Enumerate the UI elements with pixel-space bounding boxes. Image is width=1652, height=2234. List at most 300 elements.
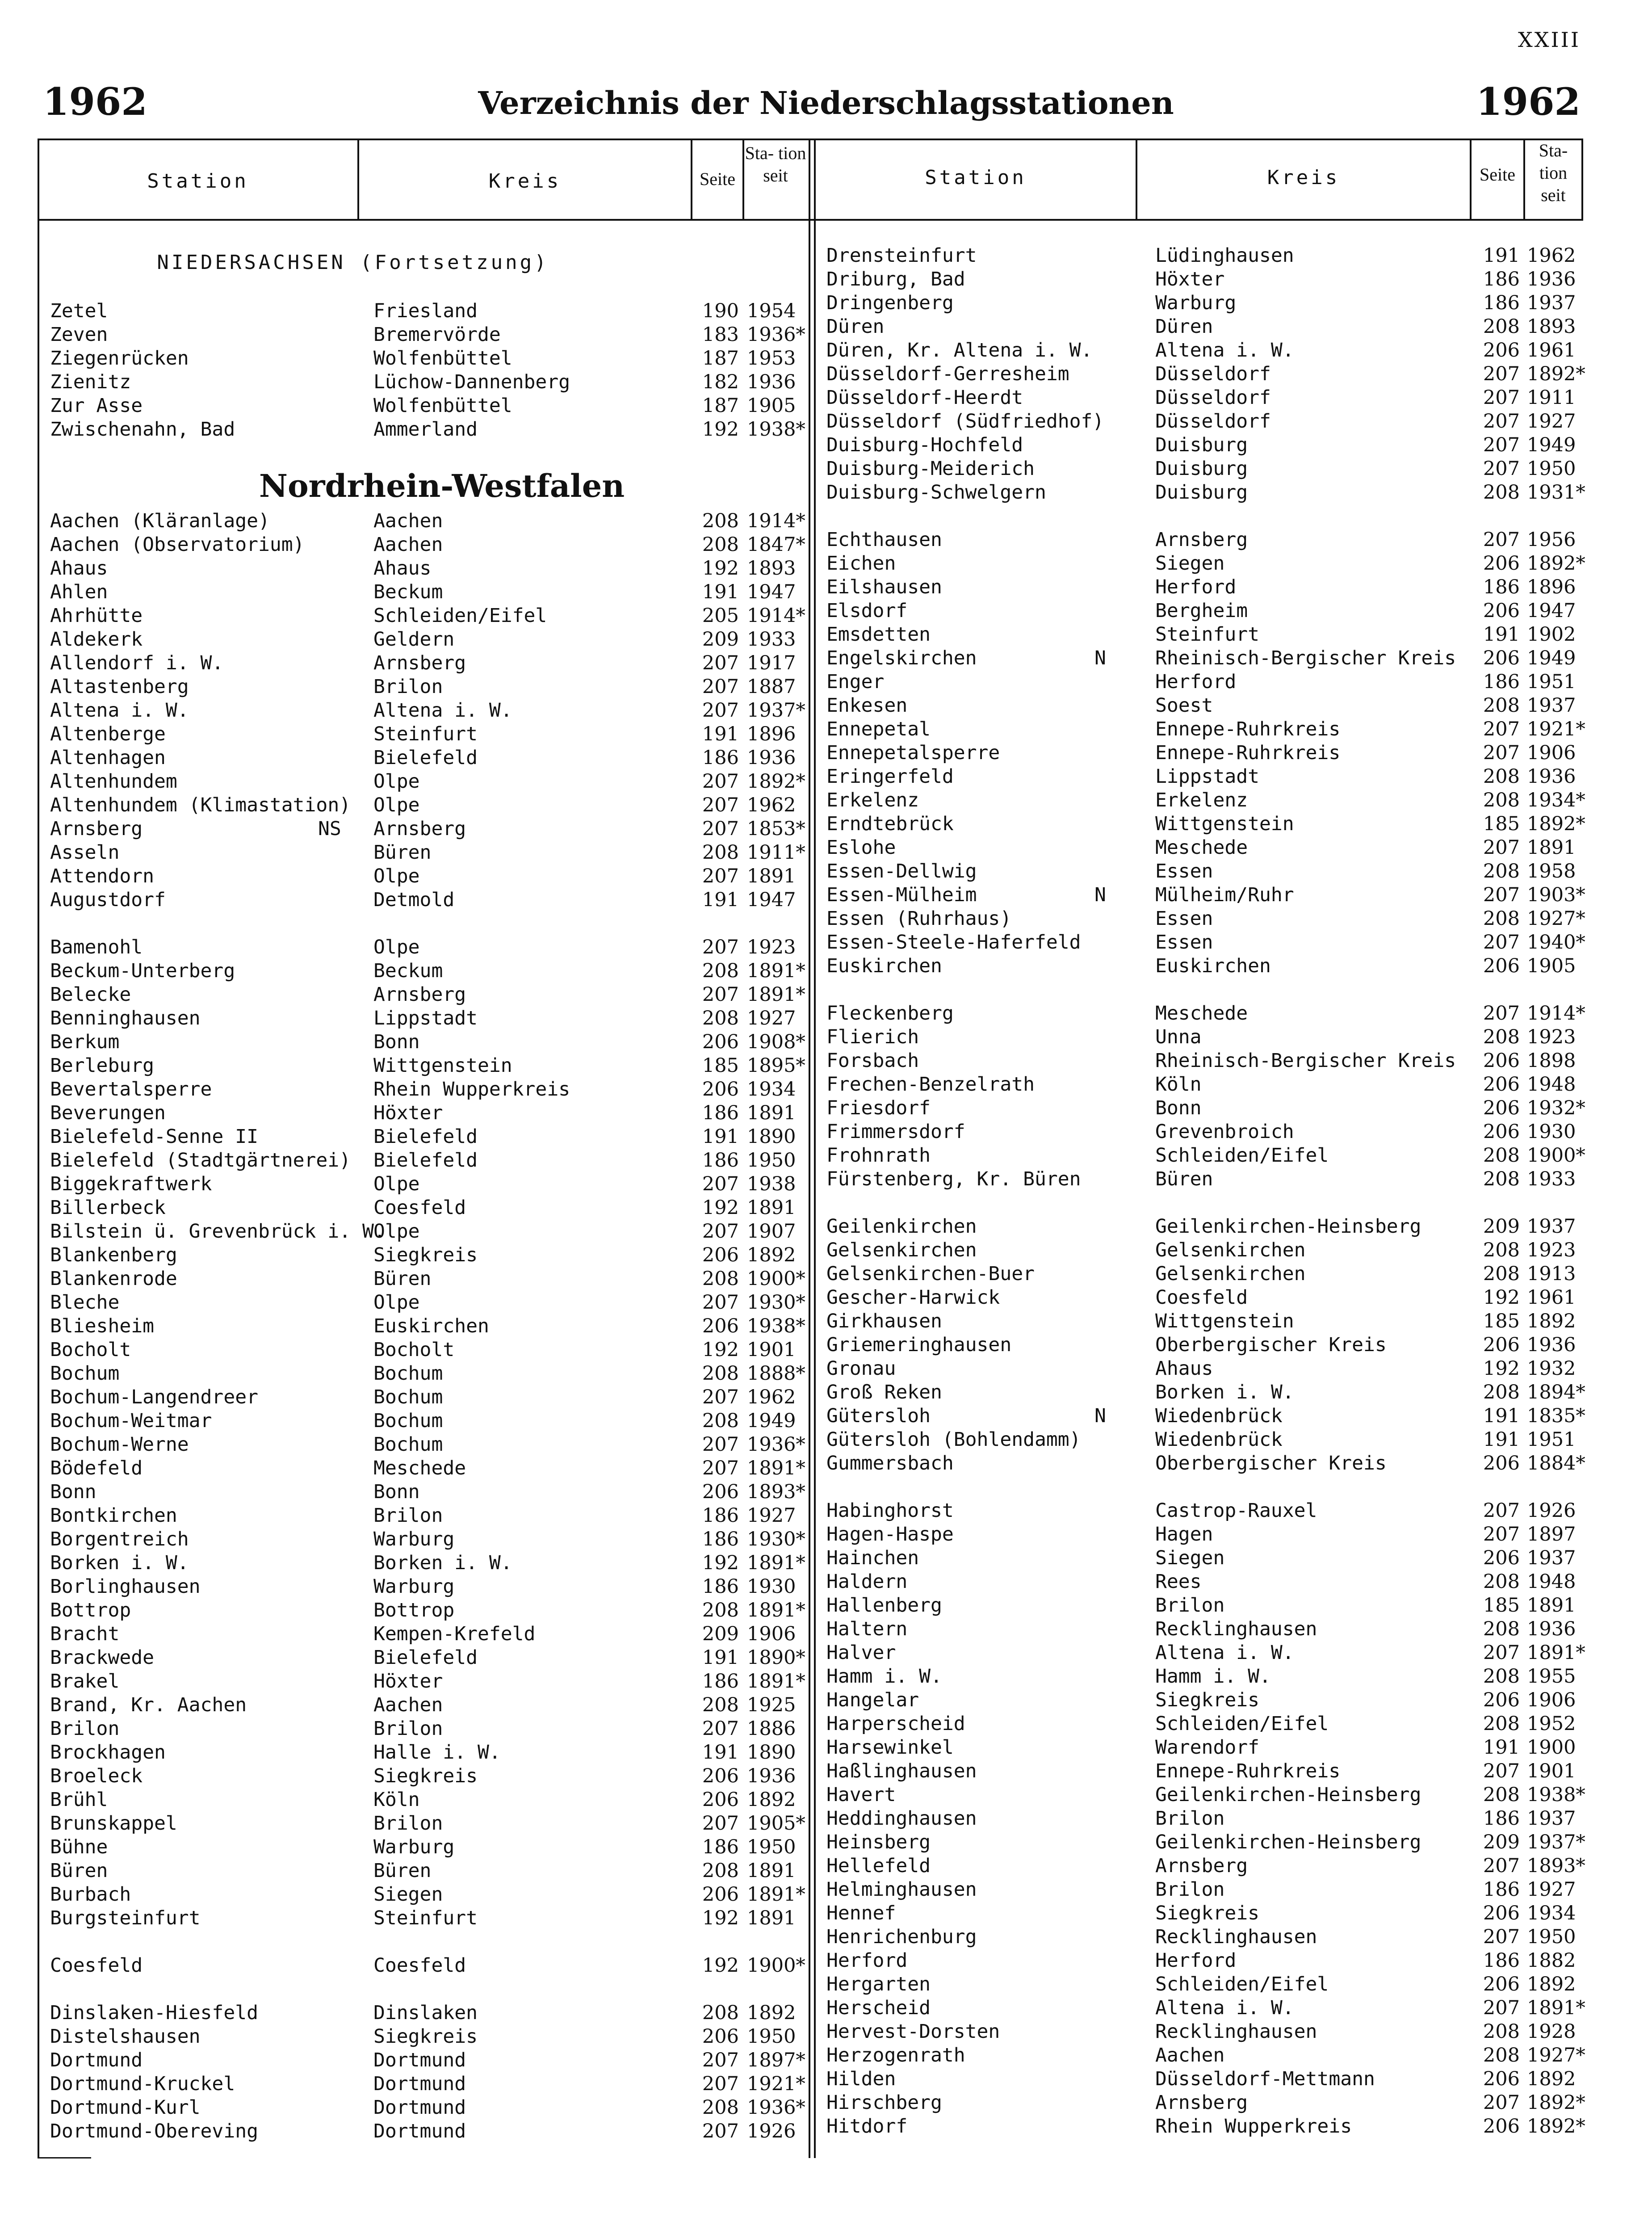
seit-value: 1938 bbox=[747, 1173, 796, 1195]
station-name: Biggekraftwerk bbox=[50, 1173, 212, 1195]
station-name: Zur Asse bbox=[50, 395, 143, 417]
kreis-name: Herford bbox=[1155, 576, 1237, 598]
kreis-name: Dortmund bbox=[373, 2073, 466, 2095]
seit-value: 1894* bbox=[1527, 1381, 1585, 1403]
seit-value: 1893* bbox=[747, 1481, 805, 1503]
seit-value: 1936 bbox=[747, 747, 796, 769]
seit-value: 1891 bbox=[747, 1102, 796, 1124]
kreis-name: Geilenkirchen-Heinsberg bbox=[1155, 1215, 1421, 1238]
seite-value: 207 bbox=[1483, 1642, 1520, 1664]
station-name: Altenhagen bbox=[50, 747, 166, 769]
station-name: Duisburg-Hochfeld bbox=[826, 434, 1023, 456]
kreis-name: Warendorf bbox=[1155, 1736, 1259, 1759]
seit-value: 1938* bbox=[747, 418, 805, 441]
kreis-name: Olpe bbox=[373, 1173, 420, 1195]
seit-value: 1923 bbox=[1527, 1239, 1576, 1261]
seit-value: 1936 bbox=[747, 1765, 796, 1787]
seit-value: 1892 bbox=[1527, 1310, 1576, 1332]
station-name: Herzogenrath bbox=[826, 2044, 965, 2066]
station-name: Dortmund-Kurl bbox=[50, 2096, 201, 2119]
kreis-name: Ammerland bbox=[373, 418, 478, 441]
seit-value: 1901 bbox=[747, 1339, 796, 1361]
seite-value: 206 bbox=[702, 1078, 739, 1100]
seit-value: 1934 bbox=[747, 1078, 796, 1100]
seit-value: 1914* bbox=[747, 510, 805, 532]
seit-value: 1891 bbox=[747, 1860, 796, 1882]
kreis-name: Unna bbox=[1155, 1026, 1202, 1048]
seit-value: 1906 bbox=[747, 1623, 796, 1645]
seit-value: 1940* bbox=[1527, 931, 1585, 953]
year-left: 1962 bbox=[43, 80, 147, 124]
kreis-name: Bochum bbox=[373, 1410, 443, 1432]
seit-value: 1911* bbox=[747, 841, 805, 864]
seite-value: 208 bbox=[702, 1410, 739, 1432]
seit-value: 1936 bbox=[1527, 765, 1576, 788]
station-name: Heinsberg bbox=[826, 1831, 931, 1853]
station-name: Brunskappel bbox=[50, 1812, 177, 1835]
station-name: Essen-Mülheim bbox=[826, 884, 977, 906]
kreis-name: Gelsenkirchen bbox=[1155, 1239, 1306, 1261]
page-title: Verzeichnis der Niederschlagsstationen bbox=[478, 84, 1174, 122]
seit-value: 1927 bbox=[1527, 410, 1576, 433]
seit-value: 1891* bbox=[1527, 1997, 1585, 2019]
seit-value: 1933 bbox=[747, 628, 796, 651]
kreis-name: Siegkreis bbox=[1155, 1689, 1259, 1711]
seite-value: 208 bbox=[1483, 481, 1520, 504]
seit-value: 1936* bbox=[747, 1433, 805, 1456]
kreis-name: Meschede bbox=[373, 1457, 466, 1479]
station-name: Arnsberg bbox=[50, 818, 143, 840]
kreis-name: Schleiden/Eifel bbox=[373, 605, 547, 627]
seite-value: 207 bbox=[702, 1812, 739, 1835]
seite-value: 207 bbox=[702, 652, 739, 674]
kreis-name: Euskirchen bbox=[1155, 955, 1271, 977]
seite-value: 207 bbox=[702, 699, 739, 722]
station-name: Bontkirchen bbox=[50, 1504, 177, 1527]
kreis-name: Warburg bbox=[1155, 292, 1237, 314]
seit-value: 1961 bbox=[1527, 339, 1576, 361]
station-name: Dinslaken-Hiesfeld bbox=[50, 2002, 258, 2024]
seite-value: 208 bbox=[702, 2096, 739, 2119]
seite-value: 190 bbox=[702, 300, 739, 322]
kreis-name: Schleiden/Eifel bbox=[1155, 1973, 1329, 1995]
seite-value: 208 bbox=[702, 533, 739, 556]
seite-value: 207 bbox=[702, 865, 739, 887]
kreis-name: Olpe bbox=[373, 936, 420, 958]
seit-value: 1892* bbox=[1527, 552, 1585, 575]
seite-value: 208 bbox=[1483, 1381, 1520, 1403]
seite-value: 191 bbox=[1483, 1736, 1520, 1759]
seit-value: 1954 bbox=[747, 300, 796, 322]
kreis-name: Schleiden/Eifel bbox=[1155, 1713, 1329, 1735]
seit-value: 1908* bbox=[747, 1031, 805, 1053]
seite-value: 207 bbox=[1483, 1499, 1520, 1522]
kreis-name: Wittgenstein bbox=[373, 1054, 512, 1077]
kreis-name: Ennepe-Ruhrkreis bbox=[1155, 742, 1341, 764]
seite-value: 207 bbox=[1483, 2091, 1520, 2114]
seite-value: 207 bbox=[1483, 836, 1520, 859]
seit-value: 1884* bbox=[1527, 1452, 1585, 1474]
station-name: Belecke bbox=[50, 983, 131, 1006]
seit-value: 1893 bbox=[747, 557, 796, 579]
kreis-name: Dortmund bbox=[373, 2096, 466, 2119]
seit-value: 1923 bbox=[747, 936, 796, 958]
station-name: Dortmund-Kruckel bbox=[50, 2073, 235, 2095]
seit-value: 1847* bbox=[747, 533, 805, 556]
seit-value: 1951 bbox=[1527, 671, 1576, 693]
station-name: Altena i. W. bbox=[50, 699, 189, 722]
seite-value: 208 bbox=[1483, 1618, 1520, 1640]
kreis-name: Düsseldorf bbox=[1155, 410, 1271, 433]
seit-value: 1962 bbox=[747, 1386, 796, 1408]
kreis-name: Bielefeld bbox=[373, 747, 478, 769]
kreis-name: Bottrop bbox=[373, 1599, 455, 1621]
station-name: Girkhausen bbox=[826, 1310, 942, 1332]
seite-value: 187 bbox=[702, 395, 739, 417]
station-name: Griemeringhausen bbox=[826, 1334, 1012, 1356]
kreis-name: Grevenbroich bbox=[1155, 1121, 1294, 1143]
table-bottom-rule bbox=[38, 2157, 91, 2158]
seit-value: 1897* bbox=[747, 2049, 805, 2071]
kreis-name: Höxter bbox=[373, 1670, 443, 1692]
kreis-name: Hamm i. W. bbox=[1155, 1665, 1271, 1688]
seit-value: 1948 bbox=[1527, 1073, 1576, 1096]
seit-value: 1927 bbox=[747, 1504, 796, 1527]
seite-value: 207 bbox=[1483, 1760, 1520, 1782]
kreis-name: Bergheim bbox=[1155, 600, 1248, 622]
seit-value: 1926 bbox=[1527, 1499, 1576, 1522]
kreis-name: Coesfeld bbox=[373, 1197, 466, 1219]
kreis-name: Warburg bbox=[373, 1836, 455, 1858]
station-name: Bleche bbox=[50, 1291, 120, 1314]
kreis-name: Bochum bbox=[373, 1386, 443, 1408]
station-name: Aachen (Observatorium) bbox=[50, 533, 305, 556]
seite-value: 206 bbox=[1483, 339, 1520, 361]
station-name: Hainchen bbox=[826, 1547, 919, 1569]
kreis-name: Bremervörde bbox=[373, 323, 501, 346]
station-name: Hilden bbox=[826, 2068, 896, 2090]
kreis-name: Essen bbox=[1155, 907, 1213, 930]
seit-value: 1937 bbox=[1527, 1215, 1576, 1238]
seite-value: 191 bbox=[1483, 1405, 1520, 1427]
seite-value: 208 bbox=[702, 510, 739, 532]
seite-value: 182 bbox=[702, 371, 739, 393]
kreis-name: Brilon bbox=[373, 1812, 443, 1835]
seite-value: 208 bbox=[702, 960, 739, 982]
seite-value: 206 bbox=[702, 1244, 739, 1266]
seite-value: 191 bbox=[1483, 244, 1520, 267]
station-name: Burbach bbox=[50, 1883, 131, 1906]
station-name: Frimmersdorf bbox=[826, 1121, 965, 1143]
seite-value: 185 bbox=[702, 1054, 739, 1077]
seite-value: 186 bbox=[1483, 671, 1520, 693]
header-station-seit: Sta- tion seit bbox=[1539, 140, 1568, 205]
station-name: Dortmund-Obereving bbox=[50, 2120, 258, 2142]
kreis-name: Büren bbox=[1155, 1168, 1213, 1190]
station-name: Beckum-Unterberg bbox=[50, 960, 235, 982]
seit-value: 1907 bbox=[747, 1220, 796, 1243]
station-name: Habinghorst bbox=[826, 1499, 954, 1522]
seit-value: 1949 bbox=[747, 1410, 796, 1432]
seit-value: 1956 bbox=[1527, 529, 1576, 551]
station-name: Henrichenburg bbox=[826, 1926, 977, 1948]
kreis-name: Coesfeld bbox=[373, 1954, 466, 1977]
seite-value: 186 bbox=[1483, 576, 1520, 598]
station-name: Hergarten bbox=[826, 1973, 931, 1995]
seit-value: 1887 bbox=[747, 676, 796, 698]
seite-value: 207 bbox=[702, 936, 739, 958]
kreis-name: Wiedenbrück bbox=[1155, 1428, 1283, 1451]
station-name: Bielefeld (Stadtgärtnerei) bbox=[50, 1149, 351, 1172]
kreis-name: Wolfenbüttel bbox=[373, 395, 512, 417]
station-name: Coesfeld bbox=[50, 1954, 143, 1977]
column-rule bbox=[814, 139, 816, 2158]
station-name: Zienitz bbox=[50, 371, 131, 393]
seit-value: 1926 bbox=[747, 2120, 796, 2142]
station-name: Bochum-Werne bbox=[50, 1433, 189, 1456]
station-name: Berkum bbox=[50, 1031, 120, 1053]
kreis-name: Siegkreis bbox=[1155, 1902, 1259, 1924]
station-name: Eilshausen bbox=[826, 576, 942, 598]
station-name: Hirschberg bbox=[826, 2091, 942, 2114]
station-name: Bochum-Weitmar bbox=[50, 1410, 212, 1432]
seite-value: 207 bbox=[702, 2049, 739, 2071]
seit-value: 1936* bbox=[747, 323, 805, 346]
station-name: Hennef bbox=[826, 1902, 896, 1924]
seit-value: 1882 bbox=[1527, 1949, 1576, 1972]
kreis-name: Arnsberg bbox=[1155, 1855, 1248, 1877]
station-name: Bochum-Langendreer bbox=[50, 1386, 258, 1408]
seite-value: 208 bbox=[1483, 789, 1520, 811]
seit-value: 1917 bbox=[747, 652, 796, 674]
kreis-name: Bonn bbox=[1155, 1097, 1202, 1119]
seit-value: 1958 bbox=[1527, 860, 1576, 882]
kreis-name: Borken i. W. bbox=[373, 1552, 512, 1574]
seit-value: 1902 bbox=[1527, 623, 1576, 646]
station-name: Brilon bbox=[50, 1717, 120, 1740]
kreis-name: Bonn bbox=[373, 1031, 420, 1053]
kreis-name: Essen bbox=[1155, 931, 1213, 953]
station-name: Bliesheim bbox=[50, 1315, 154, 1337]
seite-value: 186 bbox=[702, 1504, 739, 1527]
seit-value: 1961 bbox=[1527, 1286, 1576, 1309]
seit-value: 1950 bbox=[747, 1836, 796, 1858]
station-name: Brand, Kr. Aachen bbox=[50, 1694, 247, 1716]
seit-value: 1891 bbox=[747, 865, 796, 887]
kreis-name: Detmold bbox=[373, 889, 455, 911]
kreis-name: Lüdinghausen bbox=[1155, 244, 1294, 267]
seit-value: 1891 bbox=[1527, 1594, 1576, 1617]
kreis-name: Ennepe-Ruhrkreis bbox=[1155, 1760, 1341, 1782]
seit-value: 1890 bbox=[747, 1125, 796, 1148]
seite-value: 206 bbox=[1483, 1121, 1520, 1143]
kreis-name: Wittgenstein bbox=[1155, 813, 1294, 835]
seite-value: 206 bbox=[1483, 1334, 1520, 1356]
seit-value: 1891* bbox=[747, 1670, 805, 1692]
seite-value: 207 bbox=[1483, 529, 1520, 551]
seit-value: 1931* bbox=[1527, 481, 1585, 504]
seite-value: 192 bbox=[702, 418, 739, 441]
station-name: Gummersbach bbox=[826, 1452, 954, 1474]
kreis-name: Geilenkirchen-Heinsberg bbox=[1155, 1831, 1421, 1853]
kreis-name: Siegkreis bbox=[373, 1765, 478, 1787]
station-name: Erkelenz bbox=[826, 789, 919, 811]
seite-value: 208 bbox=[1483, 1784, 1520, 1806]
kreis-name: Duisburg bbox=[1155, 458, 1248, 480]
seite-value: 186 bbox=[702, 1836, 739, 1858]
seit-value: 1933 bbox=[1527, 1168, 1576, 1190]
seite-value: 208 bbox=[1483, 1571, 1520, 1593]
seit-value: 1892* bbox=[1527, 2091, 1585, 2114]
seite-value: 207 bbox=[1483, 386, 1520, 409]
station-name: Aachen (Kläranlage) bbox=[50, 510, 270, 532]
seit-value: 1891* bbox=[747, 983, 805, 1006]
station-note: NS bbox=[318, 818, 341, 840]
seit-value: 1934* bbox=[1527, 789, 1585, 811]
kreis-name: Wolfenbüttel bbox=[373, 347, 512, 370]
station-name: Essen (Ruhrhaus) bbox=[826, 907, 1012, 930]
seite-value: 192 bbox=[702, 557, 739, 579]
seit-value: 1891 bbox=[747, 1197, 796, 1219]
seite-value: 206 bbox=[1483, 1452, 1520, 1474]
seite-value: 207 bbox=[1483, 718, 1520, 740]
seite-value: 192 bbox=[1483, 1357, 1520, 1380]
table-left-rule bbox=[38, 139, 39, 2158]
station-name: Helminghausen bbox=[826, 1878, 977, 1901]
kreis-name: Ahaus bbox=[373, 557, 432, 579]
seite-value: 206 bbox=[702, 1883, 739, 1906]
seite-value: 192 bbox=[702, 1339, 739, 1361]
station-name: Zwischenahn, Bad bbox=[50, 418, 235, 441]
kreis-name: Höxter bbox=[373, 1102, 443, 1124]
kreis-name: Gelsenkirchen bbox=[1155, 1263, 1306, 1285]
kreis-name: Castrop-Rauxel bbox=[1155, 1499, 1317, 1522]
station-name: Gescher-Harwick bbox=[826, 1286, 1000, 1309]
seite-value: 207 bbox=[1483, 1926, 1520, 1948]
seite-value: 207 bbox=[1483, 410, 1520, 433]
seit-value: 1927* bbox=[1527, 2044, 1585, 2066]
kreis-name: Dortmund bbox=[373, 2120, 466, 2142]
kreis-name: Dinslaken bbox=[373, 2002, 478, 2024]
kreis-name: Kempen-Krefeld bbox=[373, 1623, 536, 1645]
station-name: Herford bbox=[826, 1949, 908, 1972]
station-name: Allendorf i. W. bbox=[50, 652, 224, 674]
seite-value: 191 bbox=[1483, 1428, 1520, 1451]
station-name: Bonn bbox=[50, 1481, 96, 1503]
kreis-name: Herford bbox=[1155, 671, 1237, 693]
station-name: Altenberge bbox=[50, 723, 166, 745]
kreis-name: Duisburg bbox=[1155, 434, 1248, 456]
station-name: Gelsenkirchen-Buer bbox=[826, 1263, 1035, 1285]
seit-value: 1895* bbox=[747, 1054, 805, 1077]
seite-value: 208 bbox=[1483, 1144, 1520, 1167]
seite-value: 191 bbox=[702, 1125, 739, 1148]
kreis-name: Bonn bbox=[373, 1481, 420, 1503]
seite-value: 205 bbox=[702, 605, 739, 627]
station-name: Fürstenberg, Kr. Büren bbox=[826, 1168, 1081, 1190]
seite-value: 206 bbox=[702, 1789, 739, 1811]
seit-value: 1950 bbox=[747, 1149, 796, 1172]
station-name: Eslohe bbox=[826, 836, 896, 859]
station-name: Frohnrath bbox=[826, 1144, 931, 1167]
seit-value: 1892* bbox=[1527, 813, 1585, 835]
seite-value: 207 bbox=[1483, 363, 1520, 385]
station-name: Harsewinkel bbox=[826, 1736, 954, 1759]
seite-value: 206 bbox=[702, 1765, 739, 1787]
seit-value: 1891 bbox=[747, 1907, 796, 1929]
station-name: Flierich bbox=[826, 1026, 919, 1048]
station-name: Emsdetten bbox=[826, 623, 931, 646]
station-name: Euskirchen bbox=[826, 955, 942, 977]
seit-value: 1893 bbox=[1527, 315, 1576, 338]
seit-value: 1932* bbox=[1527, 1097, 1585, 1119]
station-name: Havert bbox=[826, 1784, 896, 1806]
kreis-name: Olpe bbox=[373, 794, 420, 816]
kreis-name: Steinfurt bbox=[373, 723, 478, 745]
station-name: Gelsenkirchen bbox=[826, 1239, 977, 1261]
kreis-name: Rheinisch-Bergischer Kreis bbox=[1155, 1050, 1456, 1072]
seite-value: 186 bbox=[702, 1575, 739, 1598]
seite-value: 206 bbox=[1483, 2068, 1520, 2090]
seit-value: 1937* bbox=[1527, 1831, 1585, 1853]
station-name: Enger bbox=[826, 671, 885, 693]
seite-value: 207 bbox=[702, 676, 739, 698]
seite-value: 209 bbox=[702, 628, 739, 651]
seit-value: 1891* bbox=[747, 1599, 805, 1621]
station-name: Heddinghausen bbox=[826, 1807, 977, 1830]
station-name: Driburg, Bad bbox=[826, 268, 965, 290]
seit-value: 1948 bbox=[1527, 1571, 1576, 1593]
seite-value: 206 bbox=[1483, 1973, 1520, 1995]
seit-value: 1892 bbox=[747, 1244, 796, 1266]
seite-value: 206 bbox=[1483, 1073, 1520, 1096]
kreis-name: Euskirchen bbox=[373, 1315, 489, 1337]
seite-value: 208 bbox=[1483, 1263, 1520, 1285]
seite-value: 191 bbox=[702, 1741, 739, 1764]
seit-value: 1886 bbox=[747, 1717, 796, 1740]
seite-value: 208 bbox=[1483, 907, 1520, 930]
seite-value: 206 bbox=[1483, 955, 1520, 977]
seite-value: 192 bbox=[702, 1954, 739, 1977]
seite-value: 186 bbox=[1483, 268, 1520, 290]
kreis-name: Friesland bbox=[373, 300, 478, 322]
station-name: Borken i. W. bbox=[50, 1552, 189, 1574]
seite-value: 192 bbox=[702, 1552, 739, 1574]
kreis-name: Bochum bbox=[373, 1433, 443, 1456]
kreis-name: Essen bbox=[1155, 860, 1213, 882]
kreis-name: Herford bbox=[1155, 1949, 1237, 1972]
seit-value: 1949 bbox=[1527, 647, 1576, 669]
kreis-name: Bielefeld bbox=[373, 1646, 478, 1669]
seite-value: 208 bbox=[702, 1268, 739, 1290]
station-name: Haltern bbox=[826, 1618, 908, 1640]
station-name: Brühl bbox=[50, 1789, 108, 1811]
seit-value: 1950 bbox=[747, 2025, 796, 2048]
seit-value: 1896 bbox=[1527, 576, 1576, 598]
seite-value: 185 bbox=[1483, 1310, 1520, 1332]
station-name: Gütersloh bbox=[826, 1405, 931, 1427]
kreis-name: Wittgenstein bbox=[1155, 1310, 1294, 1332]
seit-value: 1911 bbox=[1527, 386, 1576, 409]
station-name: Bamenohl bbox=[50, 936, 143, 958]
seite-value: 206 bbox=[702, 1031, 739, 1053]
station-name: Brakel bbox=[50, 1670, 120, 1692]
seite-value: 208 bbox=[1483, 1665, 1520, 1688]
seit-value: 1936 bbox=[1527, 268, 1576, 290]
kreis-name: Siegen bbox=[373, 1883, 443, 1906]
seit-value: 1891 bbox=[1527, 836, 1576, 859]
station-name: Ahlen bbox=[50, 581, 108, 603]
